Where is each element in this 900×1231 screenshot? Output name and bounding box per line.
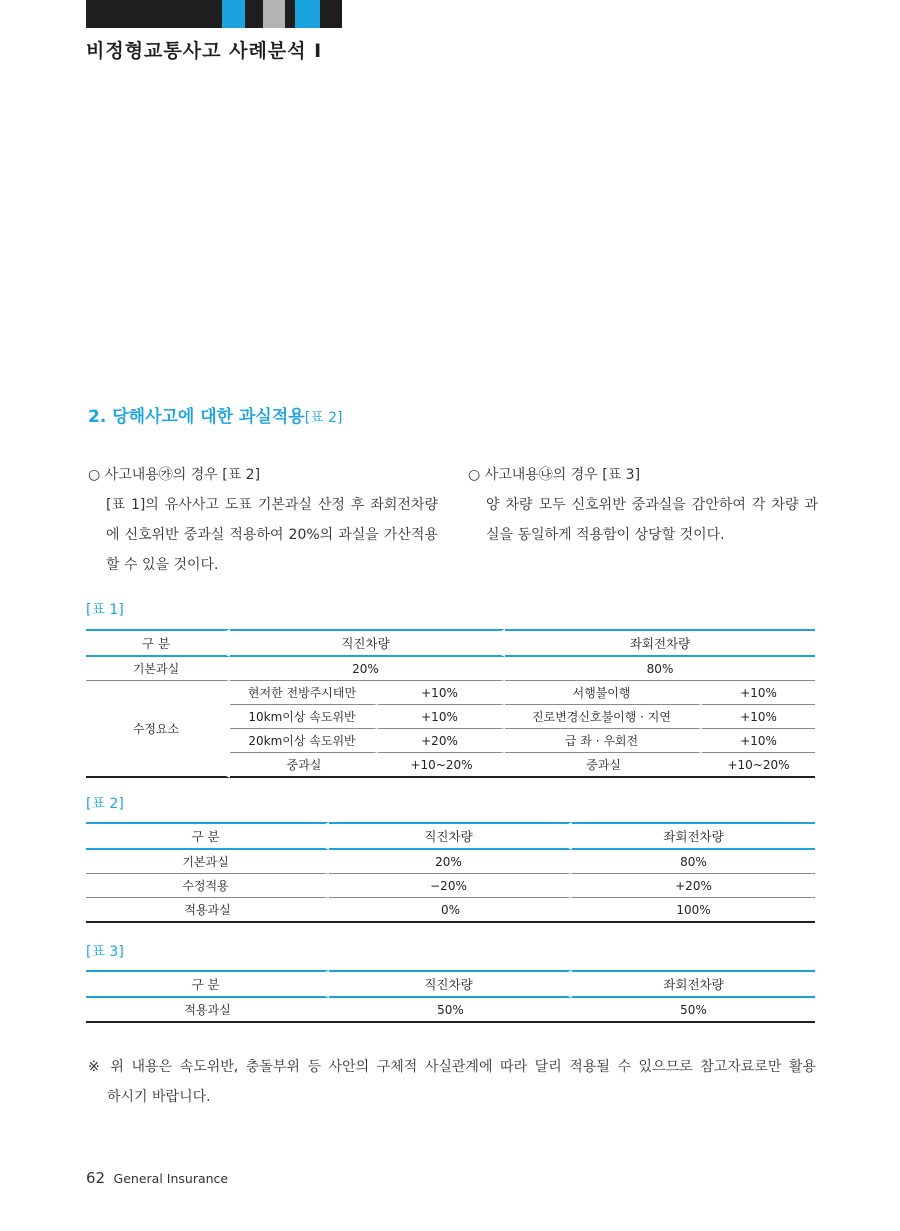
table1-cell: +10~20% [378,753,505,778]
table1-base-left: 80% [505,657,815,681]
table1-cell: +20% [378,729,505,753]
table1-cell: +10% [702,729,815,753]
header-color-bar [86,0,342,28]
table2-cell: 20% [329,850,572,874]
header-bar-segment [86,0,222,28]
table3-head-left: 좌회전차량 [572,970,815,998]
table1-label: [표 1] [86,602,124,618]
table1-head-straight: 직진차량 [230,629,505,657]
running-header-title: 비정형교통사고 사례분석 Ⅰ [86,40,323,62]
table2-cell: +20% [572,874,815,898]
table2-head-left: 좌회전차량 [572,822,815,850]
page-number: 62 [86,1169,106,1187]
table2-cell: 적용과실 [86,898,329,923]
table2 [86,822,815,923]
table1-cell: +10~20% [702,753,815,778]
note-line-2: 하시기 바랍니다. [107,1089,211,1105]
table-row [86,874,815,898]
section-table-ref: [표 2] [304,410,343,426]
table1-cell: +10% [702,681,815,705]
case-b-body: 양 차량 모두 신호위반 중과실을 감안하여 각 차량 과실을 동일하게 적용함이 상당할 것이다. [486,497,818,543]
header-bar-segment [222,0,245,28]
table1-cell: 진로변경신호불이행 · 지연 [505,705,702,729]
table1-cell: 서행불이행 [505,681,702,705]
table3 [86,970,815,1023]
table3-label: [표 3] [86,944,124,960]
table2-cell: −20% [329,874,572,898]
table-row [86,970,815,998]
table2-cell: 수정적용 [86,874,329,898]
table1-base-straight: 20% [230,657,505,681]
table1-cell: 10km이상 속도위반 [230,705,378,729]
table1-cell: +10% [702,705,815,729]
note-line-1: ※ 위 내용은 속도위반, 충돌부위 등 사안의 구체적 사실관계에 따라 달리 적용될 수 있으므로 참고자료로만 활용 [88,1059,816,1075]
case-a-body: [표 1]의 유사사고 도표 기본과실 산정 후 좌회전차량에 신호위반 중과실 적용하여 20%의 과실을 가산적용 할 수 있을 것이다. [106,497,438,573]
publication-name: General Insurance [113,1171,229,1186]
section-title-text: 당해사고에 대한 과실적용 [112,407,305,427]
table1 [86,629,815,778]
table1-cell: 중과실 [230,753,378,778]
table1-cell: +10% [378,681,505,705]
case-a-lead: ○ 사고내용㉮의 경우 [표 2] [88,467,261,483]
table1-modifier-label: 수정요소 [86,681,230,778]
table1-head-category: 구 분 [86,629,230,657]
table2-head-straight: 직진차량 [329,822,572,850]
table-row [86,898,815,923]
table-row [86,629,815,657]
table3-cell: 적용과실 [86,998,329,1023]
table2-cell: 80% [572,850,815,874]
table3-cell: 50% [572,998,815,1023]
table1-cell: +10% [378,705,505,729]
table2-head-category: 구 분 [86,822,329,850]
table-row [86,657,815,681]
case-a-paragraph [88,460,438,580]
table2-label: [표 2] [86,796,124,812]
table3-head-category: 구 분 [86,970,329,998]
page-footer [86,1169,228,1187]
case-b-lead: ○ 사고내용㉯의 경우 [표 3] [468,467,641,483]
section-heading [88,402,343,427]
section-number: 2. [88,407,107,427]
table1-head-left: 좌회전차량 [505,629,815,657]
disclaimer-note [88,1052,816,1112]
header-bar-segment [320,0,342,28]
table3-cell: 50% [329,998,572,1023]
table1-cell: 급 좌 · 우회전 [505,729,702,753]
table1-cell: 현저한 전방주시태만 [230,681,378,705]
table1-base-label: 기본과실 [86,657,230,681]
table-row [86,681,815,705]
table-row [86,998,815,1023]
table3-head-straight: 직진차량 [329,970,572,998]
table2-cell: 기본과실 [86,850,329,874]
table1-cell: 20km이상 속도위반 [230,729,378,753]
table-row [86,850,815,874]
table-row [86,822,815,850]
table1-cell: 중과실 [505,753,702,778]
header-bar-segment [245,0,263,28]
header-bar-segment [285,0,295,28]
table2-cell: 100% [572,898,815,923]
header-bar-segment [263,0,285,28]
case-b-paragraph [468,460,818,550]
table2-cell: 0% [329,898,572,923]
header-bar-segment [295,0,320,28]
